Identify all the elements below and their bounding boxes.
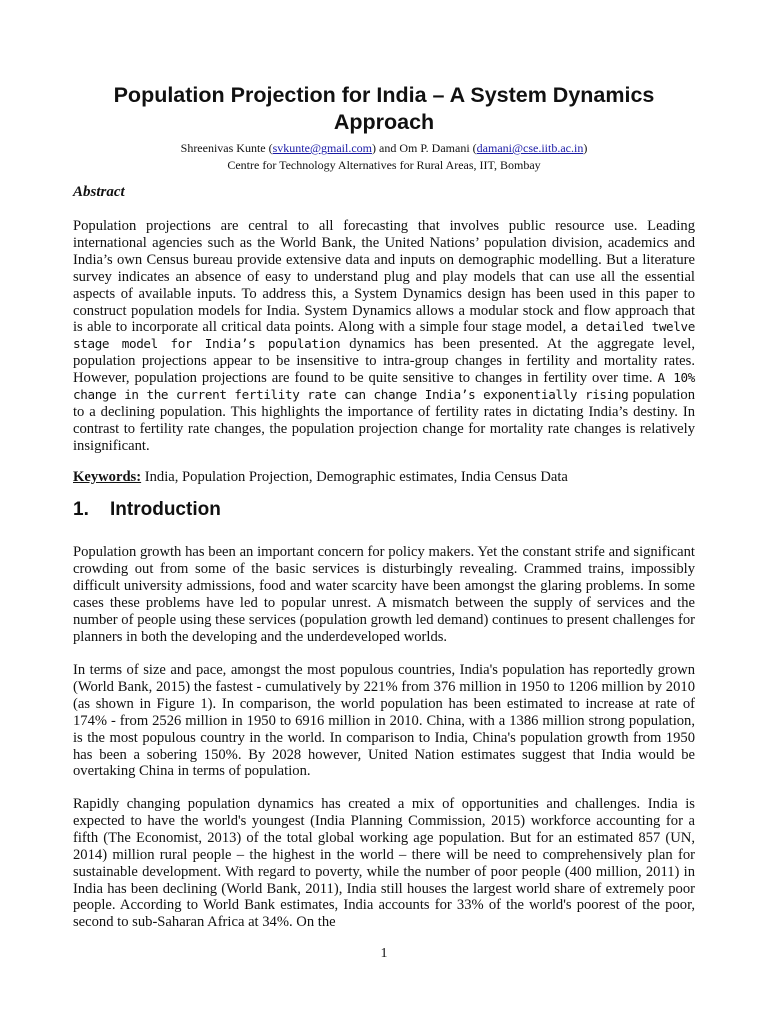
abstract-text-2: dynamics has been presented. At the aggregate level, population projections appear to be insensitive to intra-group changes in fertility and mortality rates. However, population projections are found to be quite sensitive to changes in fertility over time. <box>73 336 695 387</box>
intro-paragraph-2: In terms of size and pace, amongst the most populous countries, India's population has reportedly grown (World Bank, 2015) the fastest - cumulatively by 221% from 376 million in 1950 to 1206 million by 2010 (as shown in Figure 1). In comparison, the world population has been estimated to increase at rate of 174% - from 2526 million in 1950 to 6916 million in 2010. China, with a 1386 million strong population, is the most populous country in the world. In comparison to India, China's population growth from 1950 has been a sobering 150%. By 2028 however, United Nation estimates suggest that India would be overtaking China in terms of population. <box>73 662 695 780</box>
author-1-name: Shreenivas Kunte ( <box>180 141 273 155</box>
paper-title: Population Projection for India – A System Dynamics Approach <box>113 83 655 134</box>
section-title: Introduction <box>110 499 221 520</box>
page-number: 1 <box>380 946 388 961</box>
keywords-line <box>73 469 695 486</box>
affiliation: Centre for Technology Alternatives for Rural Areas, IIT, Bombay <box>227 158 541 172</box>
keywords-text: India, Population Projection, Demographic estimates, India Census Data <box>141 469 568 485</box>
author-block <box>73 140 695 174</box>
abstract-text-3: population to a declining population. This highlights the importance of fertility rates in dictating India’s destiny. In contrast to fertility rate changes, the population projection change for mortality rate changes is relatively insignificant. <box>73 387 696 454</box>
abstract-paragraph <box>73 218 695 455</box>
author-line-close: ) <box>583 141 588 155</box>
abstract-mono-1: a detailed twelve stage model for India’s population <box>73 319 695 352</box>
author-joiner: ) and Om P. Damani ( <box>372 141 477 155</box>
abstract-mono-2: A 10% change in the current fertility rate can change India’s exponentially rising <box>73 370 695 403</box>
author-line <box>73 140 695 157</box>
intro-paragraph-1: Population growth has been an important concern for policy makers. Yet the constant strife and significant crowding out from some of the basic services is disturbingly revealing. Crammed trains, impossibly difficult university admissions, food and water scarcity have been amongst the glaring problems. In some cases these problems have led to popular unrest. A mismatch between the supply of services and the number of people using these services (population growth led demand) continues to present challenges for planners in both the developing and the underdeveloped worlds. <box>73 544 695 645</box>
intro-paragraph-3: Rapidly changing population dynamics has created a mix of opportunities and challenges. India is expected to have the world's youngest (India Planning Commission, 2015) workforce accounting for a fifth (The Economist, 2013) of the total global working age population. But for an estimated 857 (UN, 2014) million rural people – the highest in the world – there will be need to comprehensively plan for sustainable development. With regard to poverty, while the number of poor people (400 million, 2011) in India has been declining (World Bank, 2011), India still houses the largest world share of extremely poor people. According to World Bank estimates, India accounts for 33% of the world's poorest of the poor, second to sub-Saharan Africa at 34%. On the <box>73 796 695 931</box>
keywords-label: Keywords: <box>73 469 142 485</box>
author-2-email-link[interactable]: damani@cse.iitb.ac.in <box>476 141 584 155</box>
author-1-email-link[interactable]: svkunte@gmail.com <box>272 141 372 155</box>
abstract-text-1: Population projections are central to all forecasting that involves public resource use. Leading international agencies such as the World Bank, the United Nations’ population division, academics and India’s own Census bureau provide extensive data and inputs on demographic modelling. But a literature survey indicates an absence of easy to understand plug and play models that can use all the essential aspects of available inputs. To address this, a System Dynamics design has been used in this paper to construct population models for India. System Dynamics allows a modular stock and flow approach that is able to incorporate all critical data points. Along with a simple four stage model, <box>73 218 695 336</box>
section-heading-introduction <box>73 498 221 522</box>
section-number: 1. <box>73 499 89 520</box>
abstract-heading: Abstract <box>73 184 125 200</box>
